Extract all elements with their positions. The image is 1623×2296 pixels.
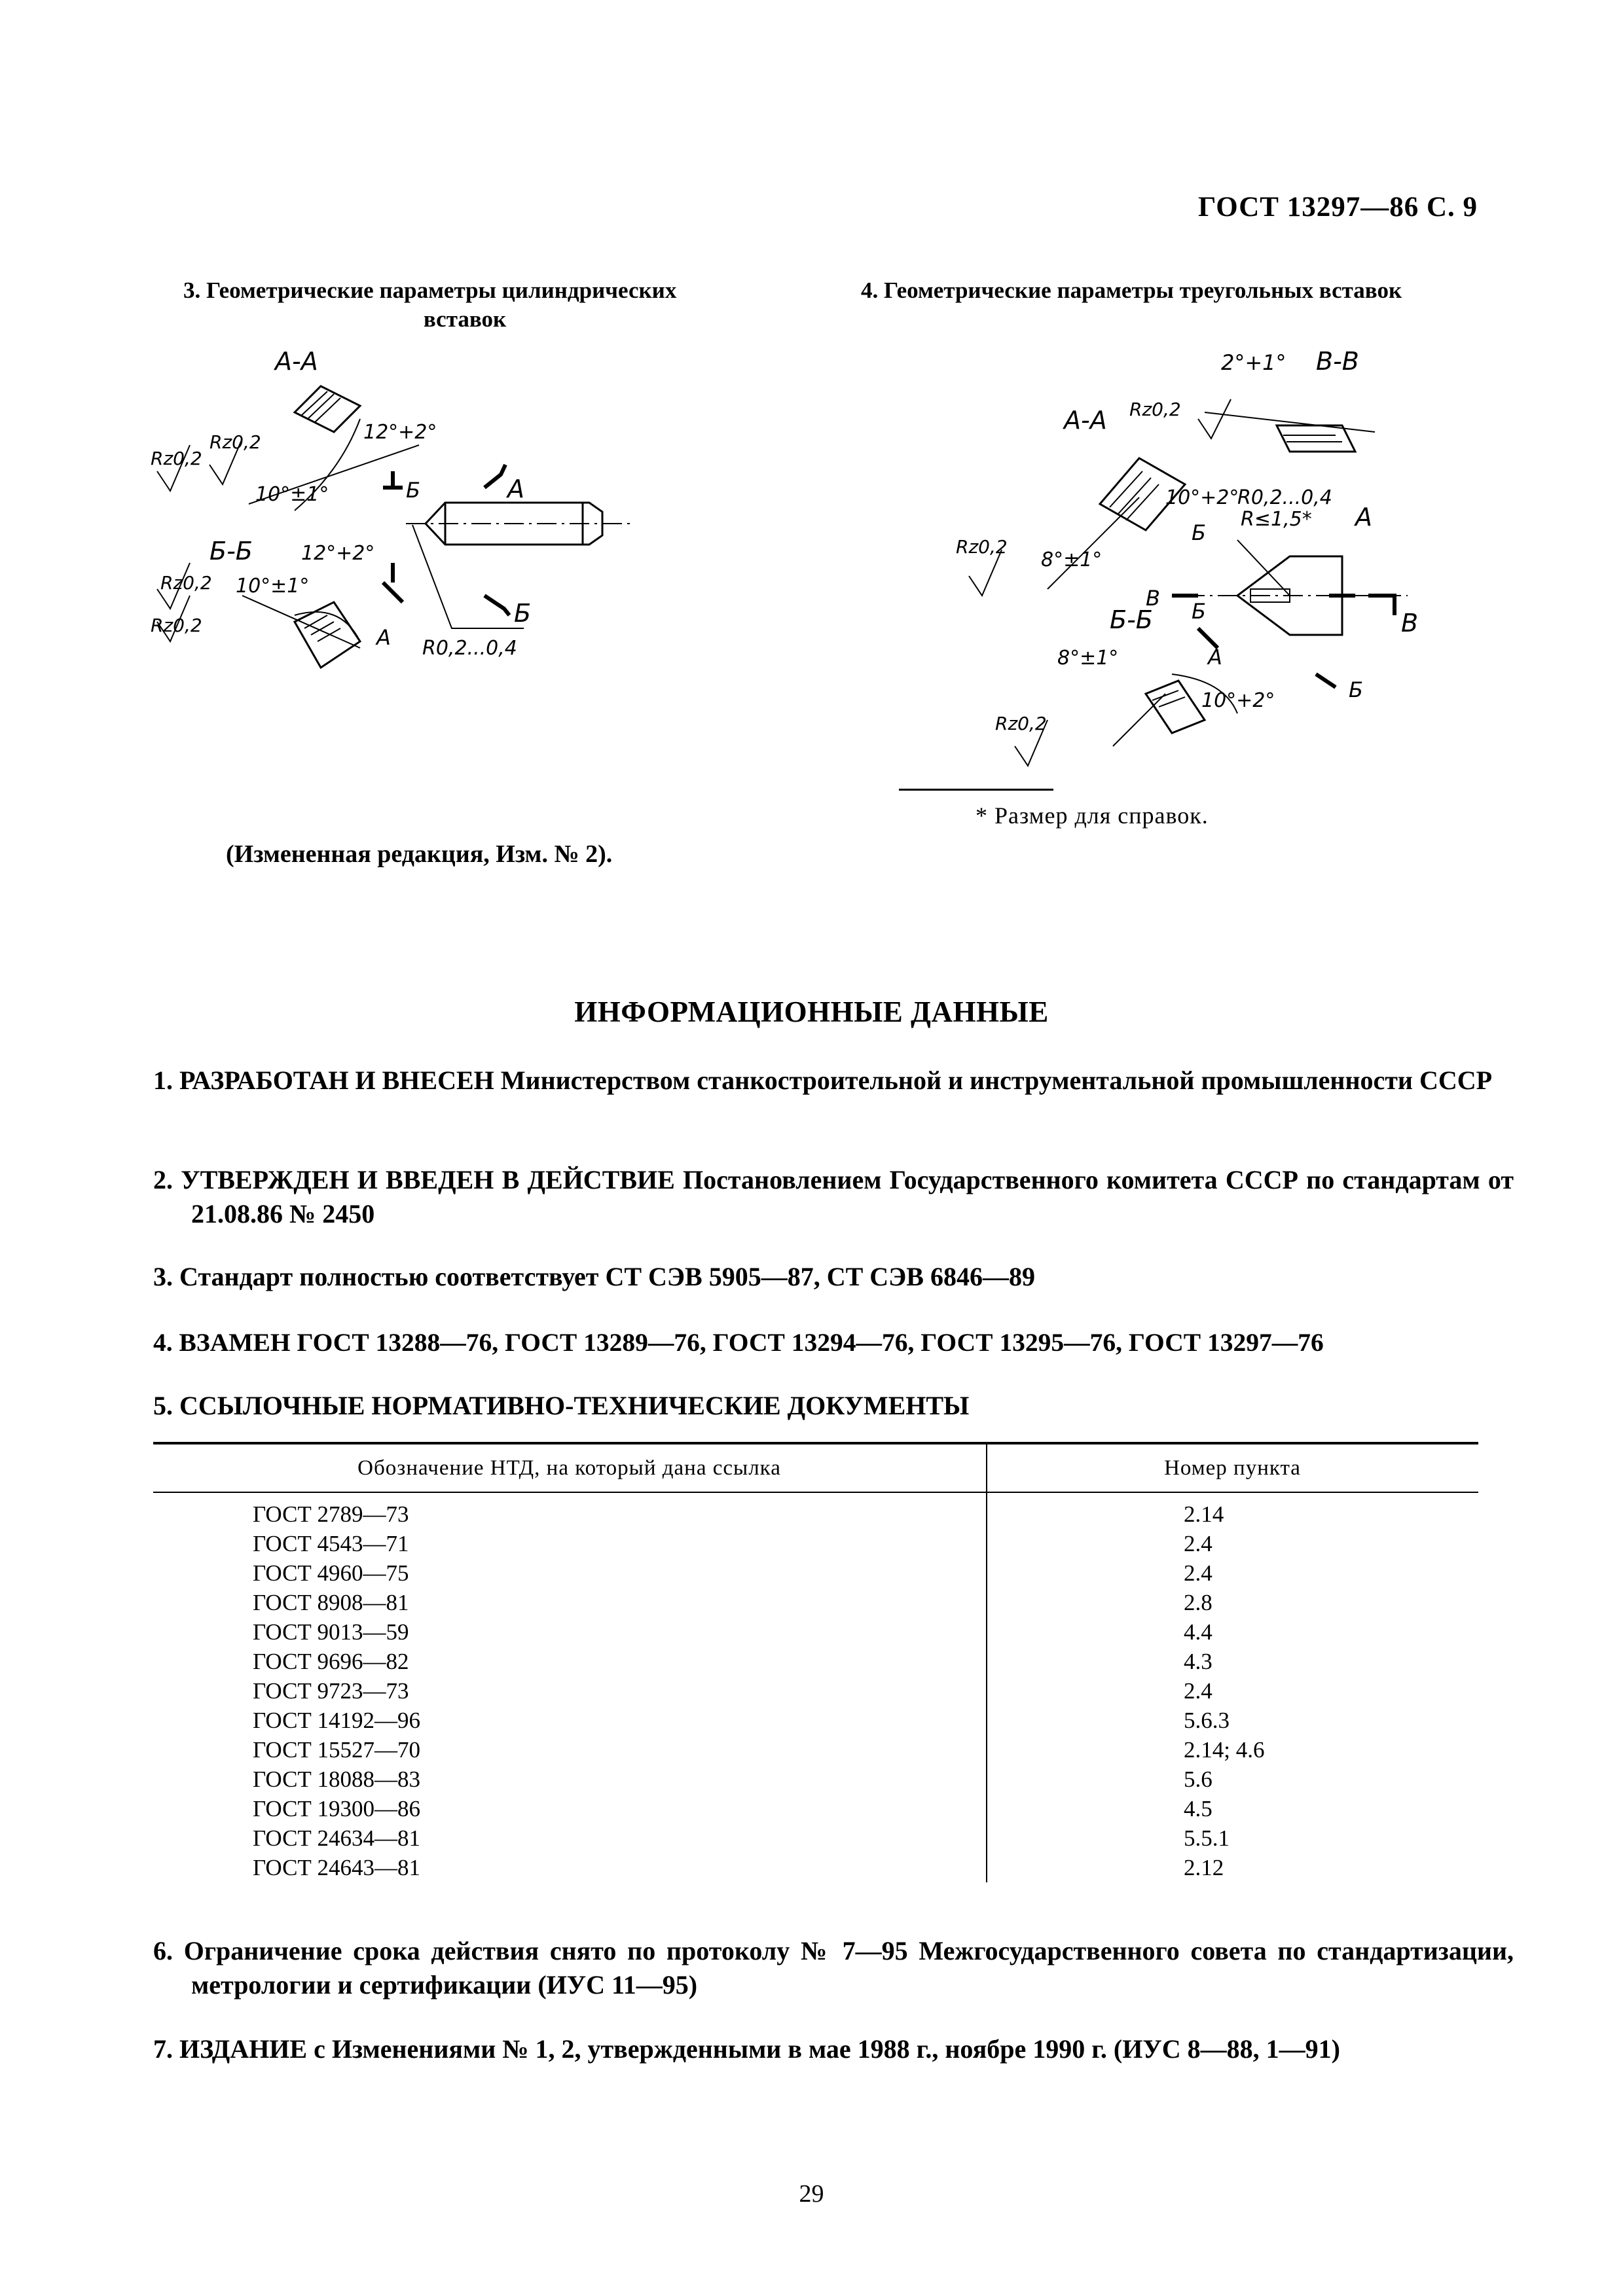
fig3-cut-b2-label: Б (514, 599, 532, 628)
fig4-cut-b2-label: Б (1192, 599, 1206, 624)
table-row (153, 1794, 1478, 1823)
section-bb-piece-4 (1146, 681, 1205, 733)
item-text: ВЗАМЕН ГОСТ 13288—76, ГОСТ 13289—76, ГОСТ 13294—76, ГОСТ 13295—76, ГОСТ 13297—76 (179, 1328, 1324, 1357)
fig3-angle1-label: 12°+2° (363, 421, 437, 444)
figure-3-caption (183, 276, 746, 334)
fig4-cut-v1-label: В (1146, 586, 1160, 611)
table-cell-document: ГОСТ 2789—73 (153, 1492, 987, 1529)
fig3-angle4-label: 10°±1° (236, 575, 310, 598)
table-row (153, 1765, 1478, 1794)
table-cell-document: ГОСТ 14192—96 (153, 1706, 987, 1735)
table-row (153, 1647, 1478, 1676)
item-text: Стандарт полностью соответствует СТ СЭВ 5905—87, СТ СЭВ 6846—89 (179, 1262, 1035, 1291)
table-cell-document: ГОСТ 24634—81 (153, 1823, 987, 1853)
fig4-rz2-label: Rz0,2 (956, 536, 1008, 558)
figure-4-drawing (949, 340, 1467, 759)
fig3-rz1-label: Rz0,2 (151, 448, 202, 469)
footnote: * Размер для справок. (976, 802, 1209, 829)
fig3-angle2-label: 10°±1° (255, 483, 329, 506)
document-reference: ГОСТ 13297—86 С. 9 (1197, 192, 1478, 223)
table-header-document: Обозначение НТД, на который дана ссылка (153, 1443, 987, 1492)
fig4-radius-label: R0,2...0,4 (1237, 486, 1332, 509)
figure-4-caption: 4. Геометрические параметры треугольных вставок (861, 278, 1402, 303)
table-cell-document: ГОСТ 9696—82 (153, 1647, 987, 1676)
info-item-2 (153, 1163, 1514, 1231)
fig4-cut-b1-label: Б (1192, 520, 1206, 545)
figure-3-drawing (144, 340, 655, 707)
table-cell-clause: 2.8 (1184, 1590, 1213, 1615)
table-row (153, 1853, 1478, 1882)
figure-3-caption-line1: 3. Геометрические параметры цилиндрических (183, 278, 677, 303)
fig4-rz3-label: Rz0,2 (995, 713, 1047, 734)
fig3-cut-a2-label: А (376, 625, 391, 650)
fig3-rz3-label: Rz0,2 (160, 572, 212, 594)
table-cell-clause: 5.6 (1184, 1767, 1213, 1792)
table-row (153, 1735, 1478, 1765)
table-cell-clause: 2.12 (1184, 1855, 1224, 1880)
fig4-radius-ref-label: R≤1,5* (1241, 508, 1312, 531)
fig4-cut-a2-label: А (1208, 645, 1222, 670)
fig4-section-aa-label: А-А (1064, 406, 1107, 435)
table-cell-document: ГОСТ 18088—83 (153, 1765, 987, 1794)
fig3-rz4-label: Rz0,2 (151, 615, 202, 636)
fig4-cut-v2-label: В (1401, 609, 1419, 637)
fig4-cut-b3-label: Б (1349, 677, 1363, 702)
table-cell-document: ГОСТ 4543—71 (153, 1529, 987, 1558)
table-cell-document: ГОСТ 4960—75 (153, 1558, 987, 1588)
item-number: 1. (153, 1066, 173, 1095)
figure-3-caption-line2: вставок (423, 306, 507, 332)
item-text: ИЗДАНИЕ с Изменениями № 1, 2, утвержденными в мае 1988 г., ноябре 1990 г. (ИУС 8—88, 1—91) (179, 2034, 1340, 2064)
item-number: 3. (153, 1262, 173, 1291)
info-item-5 (153, 1389, 1514, 1423)
table-row (153, 1676, 1478, 1706)
section-vv-piece (1277, 425, 1355, 452)
fig4-section-bb-label: Б-Б (1110, 605, 1153, 634)
table-row (153, 1823, 1478, 1853)
table-cell-document: ГОСТ 15527—70 (153, 1735, 987, 1765)
fig4-angle3-label: 8°±1° (1057, 647, 1119, 670)
info-item-7 (153, 2032, 1514, 2066)
table-cell-clause: 2.4 (1184, 1560, 1213, 1586)
fig4-angle2-label: 8°±1° (1041, 548, 1103, 571)
table-cell-clause: 2.14; 4.6 (1184, 1737, 1265, 1763)
table-cell-clause: 5.6.3 (1184, 1708, 1230, 1733)
info-item-6 (153, 1934, 1514, 2002)
item-text: РАЗРАБОТАН И ВНЕСЕН Министерством станкостроительной и инструментальной промышленности СССР (179, 1066, 1493, 1095)
fig4-angle4-label: 10°+2° (1201, 689, 1275, 712)
table-cell-document: ГОСТ 19300—86 (153, 1794, 987, 1823)
info-item-1 (153, 1064, 1514, 1098)
item-number: 6. (153, 1936, 173, 1965)
item-number: 7. (153, 2034, 173, 2064)
table-row (153, 1617, 1478, 1647)
section-aa-piece (295, 386, 360, 432)
figure-4-svg (949, 340, 1467, 759)
item-text: Ограничение срока действия снято по протоколу № 7—95 Межгосударственного совета по стандартизации, метрологии и сертификации (ИУС 11—95) (183, 1936, 1514, 2000)
table-header-clause: Номер пункта (987, 1443, 1478, 1492)
table-row (153, 1529, 1478, 1558)
table-cell-clause: 4.4 (1184, 1619, 1213, 1645)
table-cell-document: ГОСТ 24643—81 (153, 1853, 987, 1882)
table-cell-clause: 4.3 (1184, 1649, 1213, 1674)
table-cell-document: ГОСТ 8908—81 (153, 1588, 987, 1617)
item-text: УТВЕРЖДЕН И ВВЕДЕН В ДЕЙСТВИЕ Постановлением Государственного комитета СССР по стандартам от 21.08.86 № 2450 (181, 1165, 1514, 1229)
fig3-cut-b1-label: Б (406, 478, 420, 503)
fig4-angle1-label: 10°+2° (1165, 486, 1239, 509)
table-cell-clause: 2.4 (1184, 1531, 1213, 1556)
fig3-angle3-label: 12°+2° (301, 542, 375, 565)
table-row (153, 1492, 1478, 1529)
table-cell-document: ГОСТ 9013—59 (153, 1617, 987, 1647)
table-cell-document: ГОСТ 9723—73 (153, 1676, 987, 1706)
fig3-rz2-label: Rz0,2 (210, 431, 261, 453)
table-header-row (153, 1443, 1478, 1492)
page-number: 29 (799, 2180, 824, 2208)
section-title: ИНФОРМАЦИОННЫЕ ДАННЫЕ (574, 996, 1049, 1028)
section-bb-piece (295, 602, 360, 668)
table-cell-clause: 2.4 (1184, 1678, 1213, 1704)
table-row (153, 1558, 1478, 1588)
item-number: 5. (153, 1391, 173, 1420)
table-cell-clause: 4.5 (1184, 1796, 1213, 1821)
table-cell-clause: 5.5.1 (1184, 1825, 1230, 1851)
fig4-section-vv-label: В-В (1316, 347, 1359, 376)
table-row (153, 1706, 1478, 1735)
fig4-cut-a1-label: А (1355, 503, 1372, 531)
amendment-note: (Измененная редакция, Изм. № 2). (226, 840, 613, 868)
item-number: 4. (153, 1328, 173, 1357)
table-cell-clause: 2.14 (1184, 1501, 1224, 1527)
table-row (153, 1588, 1478, 1617)
fig4-angle-top-label: 2°+1° (1221, 350, 1286, 375)
info-item-4 (153, 1325, 1514, 1359)
item-number: 2. (153, 1165, 173, 1194)
info-item-3 (153, 1260, 1514, 1294)
fig3-radius-label: R0,2...0,4 (422, 637, 517, 660)
figure-3-svg (144, 340, 655, 707)
fig4-rz1-label: Rz0,2 (1129, 399, 1181, 420)
fig3-section-bb-label: Б-Б (210, 537, 253, 565)
fig3-section-aa-label: А-А (275, 347, 318, 376)
fig3-cut-a1-label: А (507, 475, 524, 503)
reference-table (153, 1442, 1478, 1882)
footnote-rule (899, 789, 1053, 791)
item-text: ССЫЛОЧНЫЕ НОРМАТИВНО-ТЕХНИЧЕСКИЕ ДОКУМЕНТЫ (179, 1391, 970, 1420)
